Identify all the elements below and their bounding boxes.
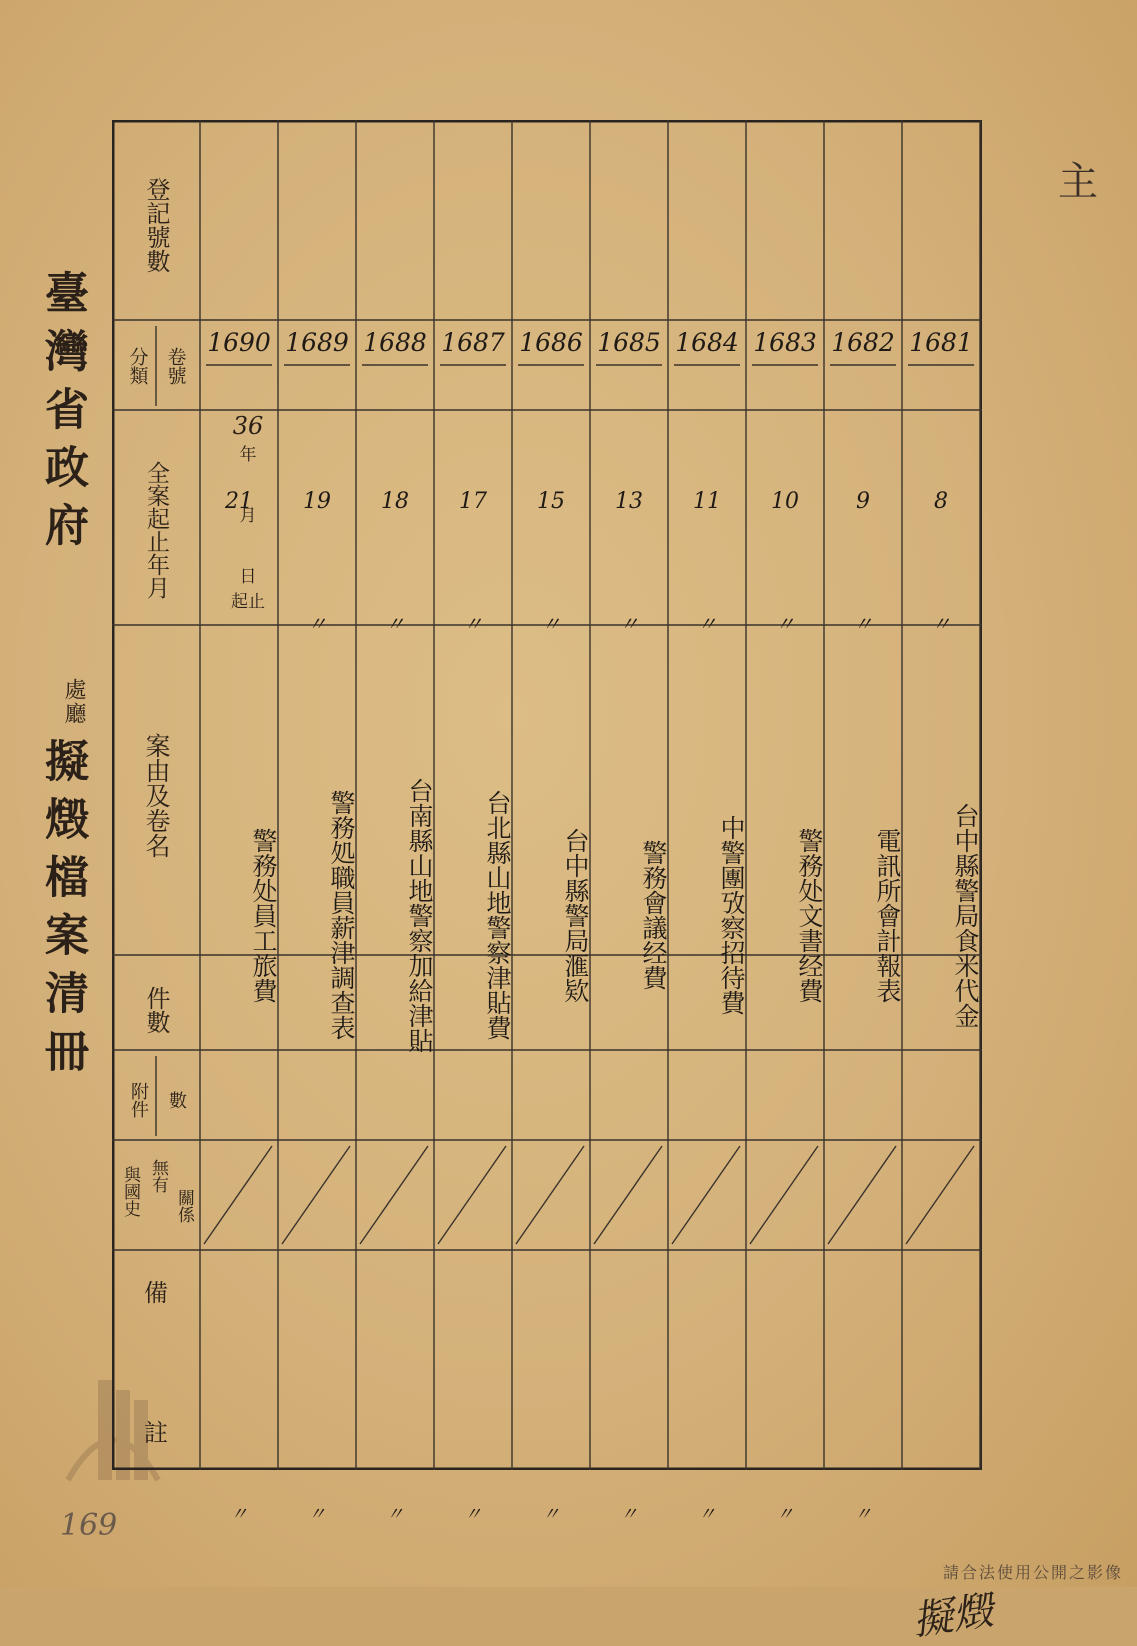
volume-number-cell: 15 — [537, 488, 565, 514]
volume-number-cell: 8 — [934, 488, 948, 514]
remark-ditto-cell: 〃 — [698, 1504, 716, 1525]
organization-title: 臺灣省政府 — [37, 270, 88, 560]
remark-ditto-cell: 〃 — [542, 1504, 560, 1525]
header-attachment-b: 數 — [166, 1091, 187, 1109]
period-ditto-cell: 〃 — [697, 612, 717, 636]
case-title-cell: 台中縣警局滙欵 — [561, 827, 590, 1003]
register-number-cell: 1685 — [597, 327, 661, 357]
header-national-history-b: 無有 — [148, 1159, 168, 1193]
year-label: 年 — [239, 445, 257, 465]
case-title-cell: 台南縣山地警察加給津貼 — [405, 777, 434, 1053]
header-category: 分類 — [126, 347, 149, 385]
register-number-cell: 1682 — [831, 327, 895, 357]
header-attachment-a: 附件 — [128, 1082, 149, 1118]
period-ditto-cell: 〃 — [931, 612, 951, 636]
register-number-cell: 1688 — [363, 327, 427, 357]
form-title: 擬燬檔案清冊 — [37, 738, 88, 1086]
month-label: 月 — [239, 506, 257, 526]
register-number-cell: 1681 — [909, 327, 973, 357]
case-title-cell: 中警團攷察招待費 — [717, 815, 746, 1015]
period-ditto-cell: 〃 — [385, 612, 405, 636]
register-number-cell: 1690 — [207, 327, 271, 357]
register-table — [112, 120, 996, 1645]
register-number-cell: 1684 — [675, 327, 739, 357]
period-ditto-cell: 〃 — [541, 612, 561, 636]
period-ditto-cell: 〃 — [775, 612, 795, 636]
volume-number-cell: 19 — [303, 488, 331, 514]
header-remark-bottom: 註 — [144, 1418, 168, 1447]
start-end-label: 起止 — [231, 592, 265, 612]
remark-ditto-cell: 〃 — [776, 1504, 794, 1525]
header-remark-top: 備 — [144, 1278, 168, 1307]
register-number-cell: 1683 — [753, 327, 817, 357]
department-label: 處廳 — [61, 678, 86, 726]
watermark: 請合法使用公開之影像 — [942, 1563, 1123, 1582]
period-ditto-cell: 〃 — [307, 612, 327, 636]
page-number: 169 — [60, 1508, 118, 1543]
remark-ditto-cell: 〃 — [620, 1504, 638, 1525]
remark-ditto-cell: 〃 — [386, 1504, 404, 1525]
register-number-cell: 1689 — [285, 327, 349, 357]
case-title-cell: 電訊所會計報表 — [873, 827, 902, 1003]
register-number-cell: 1686 — [519, 327, 583, 357]
volume-number-cell: 21 — [225, 488, 253, 514]
header-case-title: 案由及卷名 — [142, 732, 171, 858]
volume-number-cell: 9 — [856, 488, 870, 514]
period-ditto-cell: 〃 — [463, 612, 483, 636]
remark-ditto-cell: 〃 — [854, 1504, 872, 1525]
signature: 擬燬 — [909, 1587, 996, 1645]
case-title-cell: 警務処職員薪津調查表 — [327, 790, 356, 1040]
header-register-number: 登記號數 — [142, 177, 170, 273]
case-title-cell: 警務會議经費 — [639, 840, 668, 990]
remark-ditto-cell: 〃 — [230, 1504, 248, 1525]
volume-number-cell: 18 — [381, 488, 409, 514]
volume-number-cell: 11 — [693, 488, 721, 514]
case-title-cell: 台北縣山地警察津貼費 — [483, 790, 512, 1040]
header-volume-number: 卷號 — [164, 347, 187, 385]
case-title-cell: 台中縣警局食米代金 — [951, 802, 980, 1028]
header-national-history-c: 關係 — [174, 1189, 194, 1223]
header-item-count: 件數 — [142, 986, 170, 1034]
year-value: 36 — [232, 412, 264, 440]
case-title-cell: 警務处文書经費 — [795, 827, 824, 1003]
register-number-cell: 1687 — [441, 327, 505, 357]
remark-ditto-cell: 〃 — [308, 1504, 326, 1525]
volume-number-cell: 17 — [459, 488, 487, 514]
period-ditto-cell: 〃 — [853, 612, 873, 636]
case-title-cell: 警務处員工旅費 — [249, 827, 278, 1003]
volume-number-cell: 13 — [615, 488, 643, 514]
volume-number-cell: 10 — [771, 488, 799, 514]
header-national-history-a: 與國史 — [120, 1165, 140, 1217]
corner-mark: 主 — [1058, 159, 1098, 205]
header-period: 全案起止年月 — [143, 461, 169, 599]
period-ditto-cell: 〃 — [619, 612, 639, 636]
remark-ditto-cell: 〃 — [464, 1504, 482, 1525]
day-label: 日 — [239, 567, 257, 587]
